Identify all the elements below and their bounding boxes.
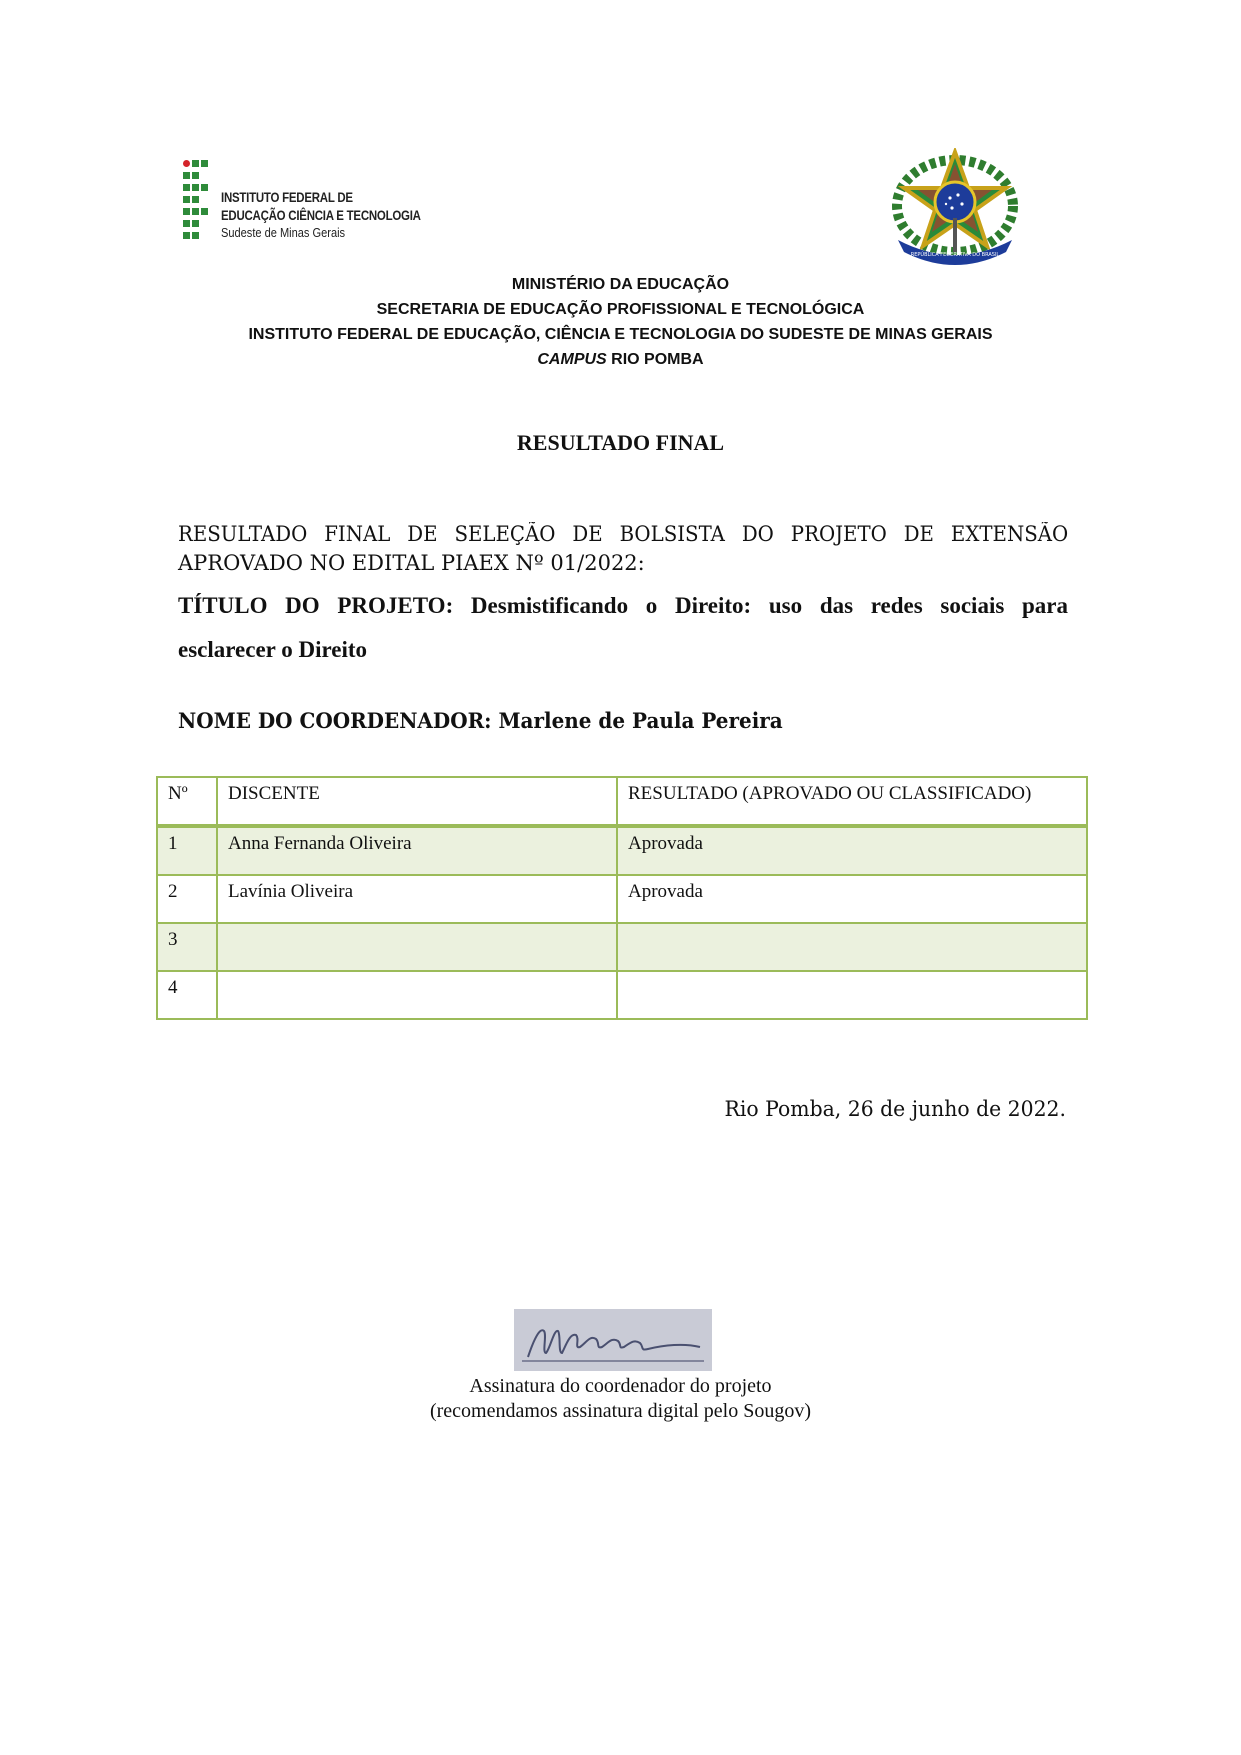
project-title-line2: esclarecer o Direito [178,637,368,662]
table-row [157,923,1087,971]
project-title-word: sociais [940,593,1005,618]
header-cell-student: DISCENTE [217,777,617,826]
if-logo-line3: Sudeste de Minas Gerais [221,225,346,240]
header-institute: INSTITUTO FEDERAL DE EDUCAÇÃO, CIÊNCIA E TECNOLOGIA DO SUDESTE DE MINAS GERAIS [248,326,993,343]
if-logo-line1: INSTITUTO FEDERAL DE [221,189,353,205]
cell-student: Anna Fernanda Oliveira [217,826,617,875]
header-campus-name: RIO POMBA [606,351,704,368]
table-row [157,826,1087,875]
cell-number: 3 [157,923,217,971]
header-ministry: MINISTÉRIO DA EDUCAÇÃO [511,276,730,293]
cell-result [617,923,1087,971]
project-title-word: o [645,593,658,618]
if-logo-squares-icon [183,160,209,250]
document-date: Rio Pomba, 26 de junho de 2022. [724,1097,1066,1121]
signature-caption: Assinatura do coordenador do projeto [469,1375,772,1397]
brazil-coat-of-arms-icon [890,148,1020,266]
cell-number: 2 [157,875,217,923]
coat-of-arms-ribbon-text: REPÚBLICA FEDERATIVA DO BRASIL [910,252,1000,258]
coordinator-name: NOME DO COORDENADOR: Marlene de Paula Pereira [178,708,783,733]
signature-note: (recomendamos assinatura digital pelo Sougov) [429,1400,811,1422]
cell-result: Aprovada [617,875,1087,923]
if-logo-line2: EDUCAÇÃO CIÊNCIA E TECNOLOGIA [221,207,421,223]
header-cell-result: RESULTADO (APROVADO OU CLASSIFICADO) [617,777,1087,826]
table-header-row [157,777,1087,826]
project-title-word: TÍTULO [178,593,268,618]
project-title-word: PROJETO: [337,593,454,618]
project-title-word: das [819,593,854,618]
cell-result [617,971,1087,1019]
if-logo [183,160,423,250]
project-title-word: Direito: [674,593,752,618]
project-title-word: redes [870,593,923,618]
signature-image [514,1309,712,1371]
cell-result: Aprovada [617,826,1087,875]
cell-student [217,971,617,1019]
project-title-word: Desmistificando [470,593,629,618]
cell-student [217,923,617,971]
cell-student: Lavínia Oliveira [217,875,617,923]
cell-number: 4 [157,971,217,1019]
project-title-word: para [1021,593,1068,618]
header-secretariat: SECRETARIA DE EDUCAÇÃO PROFISSIONAL E TECNOLÓGICA [376,301,865,318]
header-cell-number: Nº [157,777,217,826]
results-table [156,776,1088,1020]
project-title-word: uso [768,593,803,618]
project-title-line1 [178,584,1068,628]
intro-line2: APROVADO NO EDITAL PIAEX Nº 01/2022: [178,551,645,575]
project-title [178,584,1068,672]
intro-line1: RESULTADO FINAL DE SELEÇÃO DE BOLSISTA DO PROJETO DE EXTENSÃO [178,522,1069,546]
project-title-word: DO [285,593,320,618]
cell-number: 1 [157,826,217,875]
table-row [157,971,1087,1019]
document-title: RESULTADO FINAL [516,430,725,455]
table-row [157,875,1087,923]
header-campus-word: CAMPUS [537,351,607,368]
header-campus [0,347,1241,372]
